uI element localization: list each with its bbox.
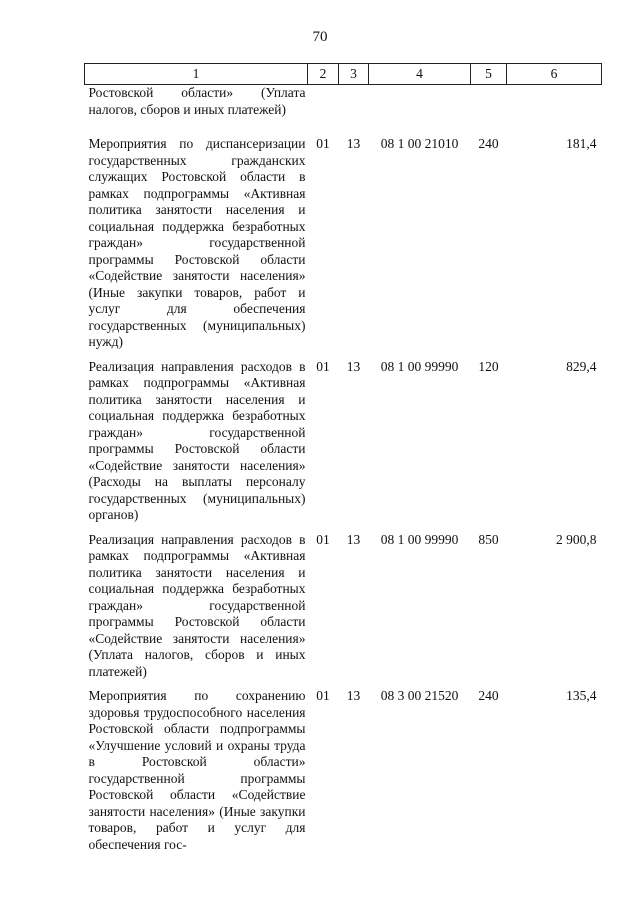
row-target-code: 08 1 00 99990: [380, 531, 459, 547]
row-amount: [507, 85, 602, 135]
row-subsection-code: [339, 85, 369, 135]
row-target-code: 08 1 00 21010: [380, 136, 459, 151]
row-description: Мероприятия по сохранению здоровья трудоспособного населения Ростовской области подпрограммы «Улучшение условий и охраны труда в Ростовской области» государственной программы Ростовской области «Содействие занятости населения» (Иные закупки товаров, работ и услуг для обеспечения гос-: [88, 688, 306, 852]
row-amount: 135,4: [566, 688, 597, 703]
table-row: [85, 686, 602, 859]
row-section-code: 01: [316, 531, 330, 547]
row-expense-type: 240: [478, 136, 499, 151]
header-col-4: 4: [369, 64, 471, 85]
row-amount: 2 900,8: [556, 531, 597, 547]
row-description: Мероприятия по диспансеризации государственных гражданских служащих Ростовской области в рамках подпрограммы «Активная политика занятости населения и социальная поддержка безработных граждан» государственной программы Ростовской области «Содействие занятости населения» (Иные закупки товаров, работ и услуг для обеспечения государственных (муниципальных) нужд): [88, 136, 306, 349]
row-subsection-code: 13: [346, 358, 361, 374]
header-col-1: 1: [85, 64, 308, 85]
row-target-code: [369, 85, 471, 135]
budget-table: [84, 63, 602, 859]
page-number: 70: [312, 29, 328, 45]
header-col-2: 2: [308, 64, 339, 85]
row-expense-type: [471, 85, 507, 135]
row-target-code: 08 3 00 21520: [380, 688, 459, 703]
row-subsection-code: 13: [346, 531, 361, 547]
row-subsection-code: 13: [346, 688, 361, 703]
row-description: Ростовской области» (Уплата налогов, сборов и иных платежей): [88, 85, 306, 117]
table-header-row: [85, 64, 602, 85]
row-expense-type: 850: [478, 531, 499, 547]
table-row: [85, 357, 602, 530]
row-amount: 181,4: [566, 136, 597, 151]
table-row: [85, 85, 602, 135]
header-col-3: 3: [339, 64, 369, 85]
header-col-6: 6: [507, 64, 602, 85]
row-expense-type: 120: [478, 358, 499, 374]
row-target-code: 08 1 00 99990: [380, 358, 459, 374]
row-description: Реализация направления расходов в рамках подпрограммы «Активная политика занятости населения и социальная поддержка безработных граждан» государственной программы Ростовской области «Содействие занятости населения» (Расходы на выплаты персоналу государственных (муниципальных) органов): [88, 358, 306, 522]
header-col-5: 5: [471, 64, 507, 85]
row-section-code: 01: [316, 688, 330, 703]
row-subsection-code: 13: [346, 136, 361, 151]
row-description: Реализация направления расходов в рамках подпрограммы «Активная политика занятости населения и социальная поддержка безработных граждан» государственной программы Ростовской области «Содействие занятости населения» (Уплата налогов, сборов и иных платежей): [88, 531, 306, 679]
row-section-code: 01: [316, 136, 330, 151]
table-row: [85, 134, 602, 357]
table-row: [85, 530, 602, 687]
row-section-code: [308, 85, 339, 135]
row-section-code: 01: [316, 358, 330, 374]
row-expense-type: 240: [478, 688, 499, 703]
row-amount: 829,4: [566, 358, 597, 374]
